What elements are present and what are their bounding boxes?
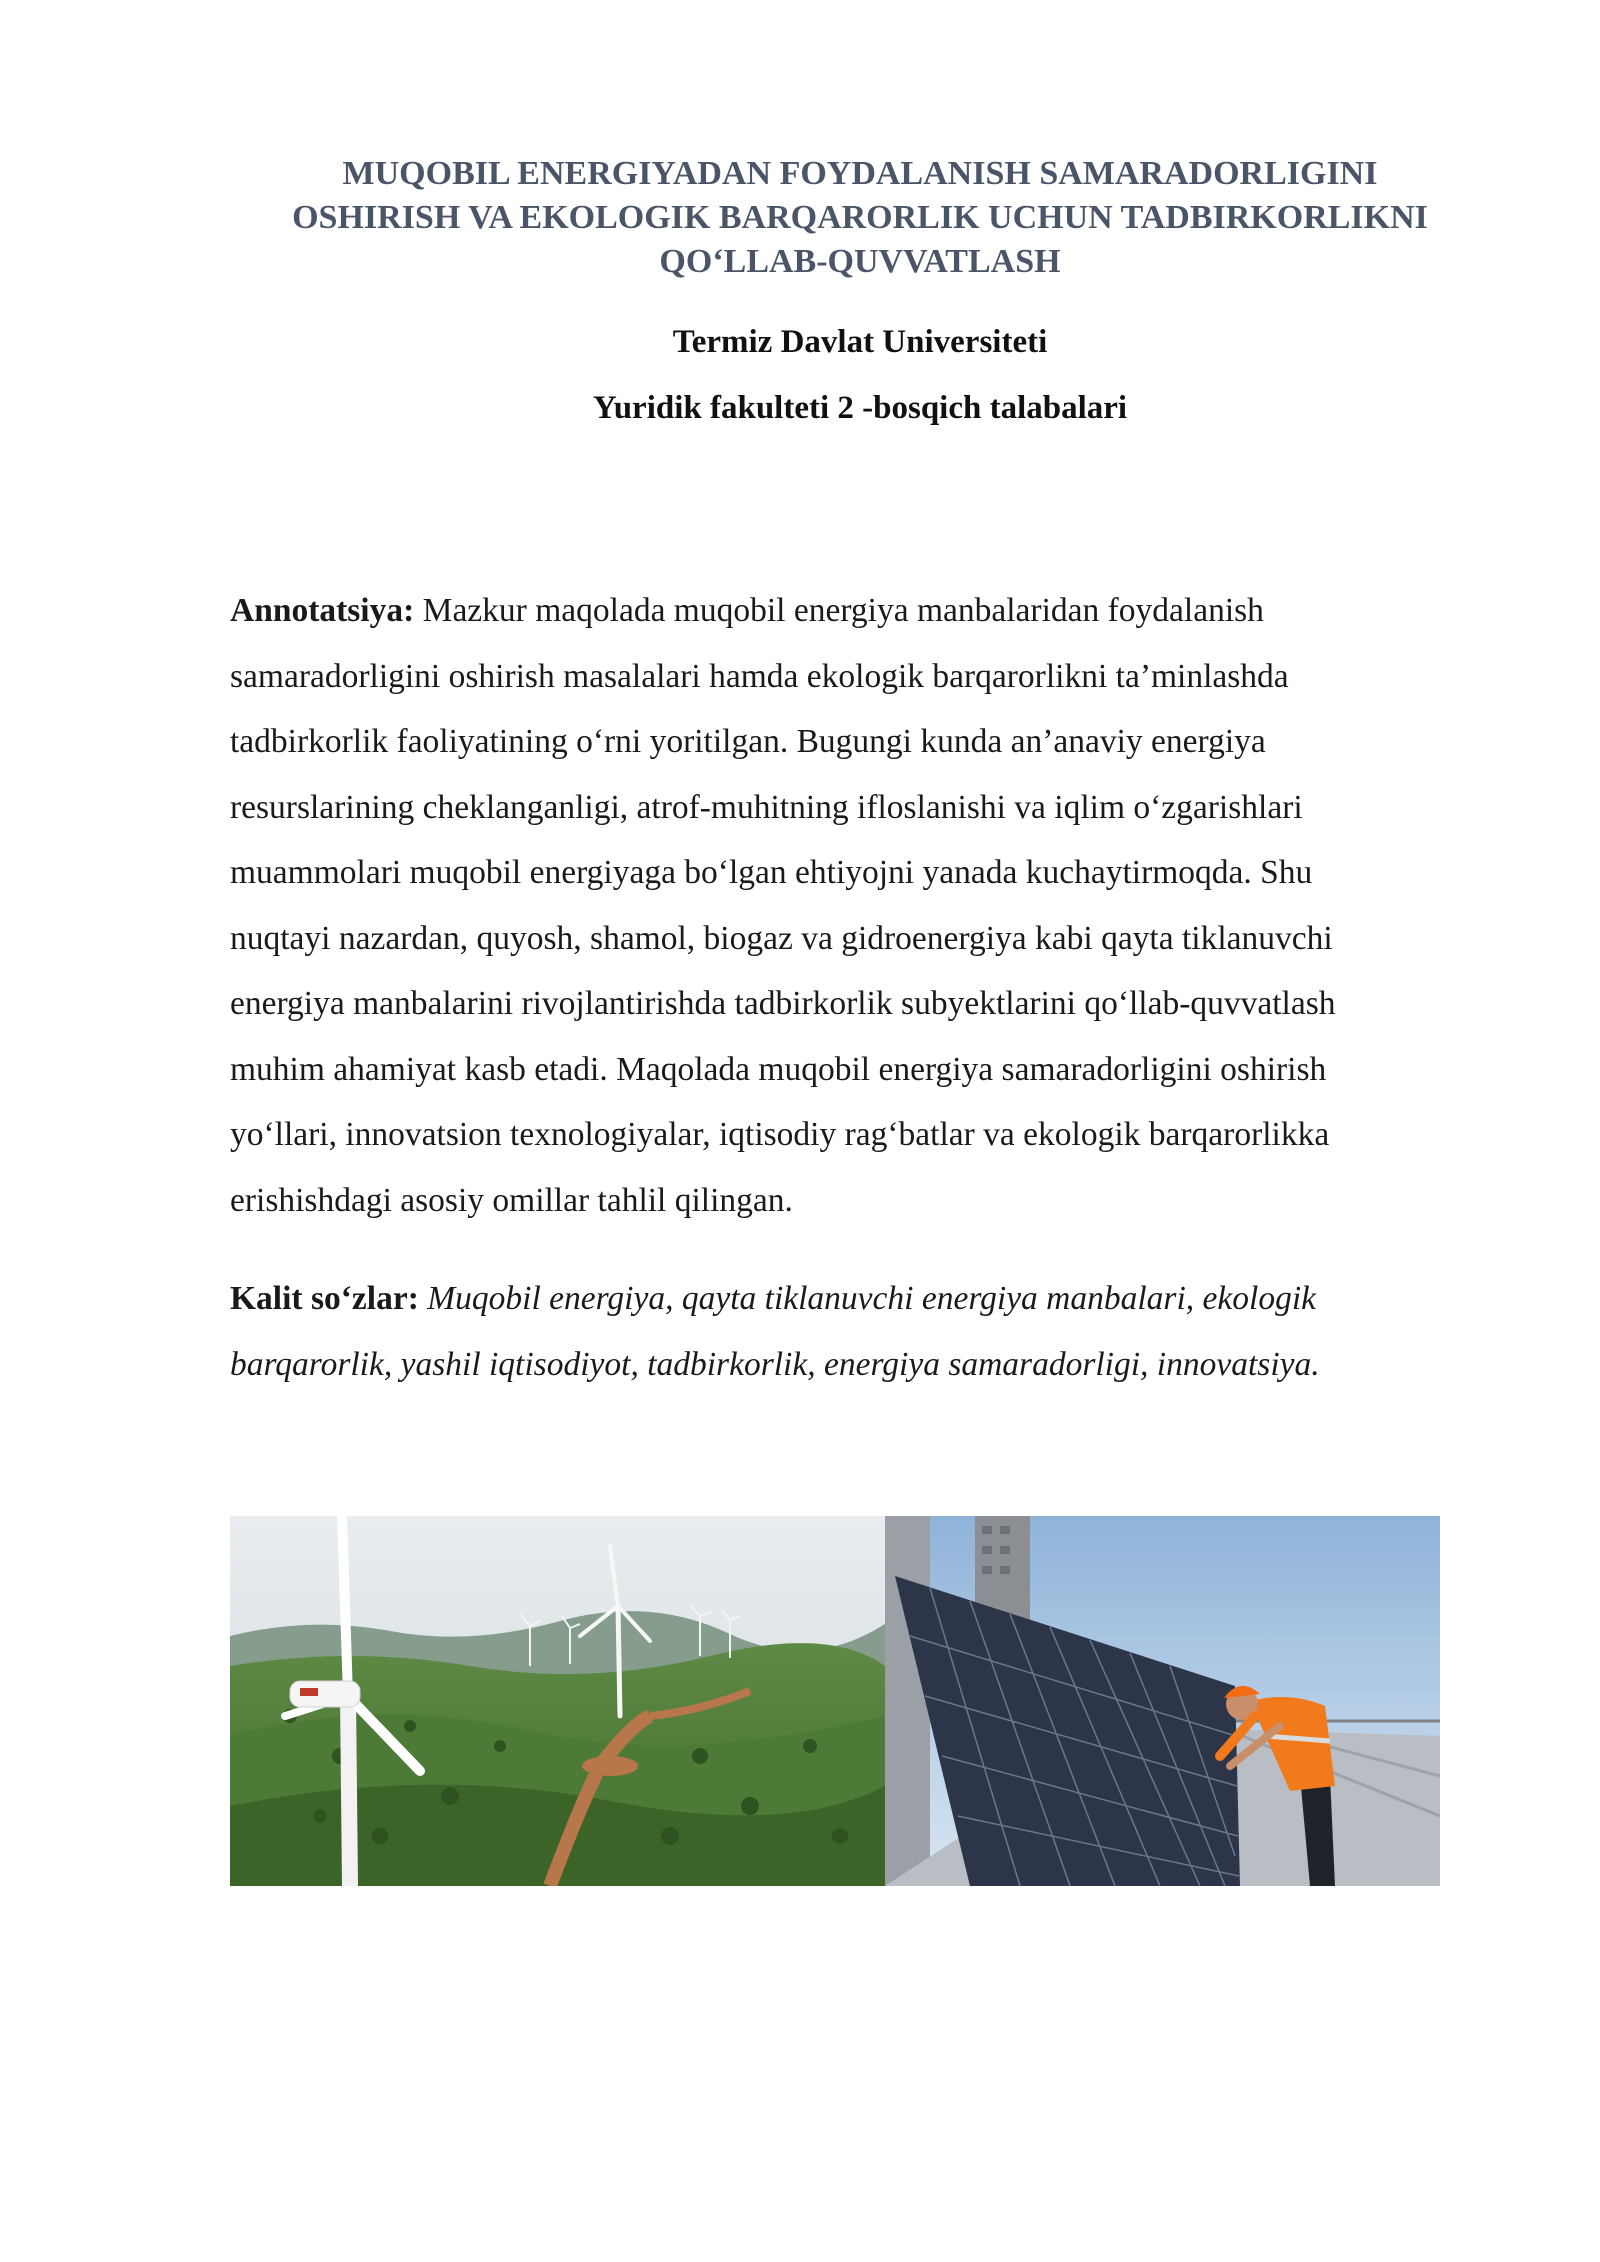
abstract-line: samaradorligini oshirish masalalari hamda ekologik barqarorlikni ta’minlashda <box>230 657 1289 695</box>
keywords-section <box>230 1266 1500 1397</box>
abstract-line: yo‘llari, innovatsion texnologiyalar, iqtisodiy rag‘batlar va ekologik barqarorlikka <box>230 1116 1330 1153</box>
paper-title <box>200 152 1520 284</box>
abstract-line: erishishdagi asosiy omillar tahlil qilingan. <box>230 1181 793 1219</box>
abstract-label: Annotatsiya: <box>230 592 415 629</box>
abstract-text: Mazkur maqolada muqobil energiya manbalaridan foydalanish <box>414 592 1264 629</box>
title-line-1: MUQOBIL ENERGIYADAN FOYDALANISH SAMARADORLIGINI <box>342 155 1378 192</box>
abstract-line: resurslarining cheklanganligi, atrof-muhitning ifloslanishi va iqlim o‘zgarishlari <box>230 788 1303 826</box>
abstract-line: tadbirkorlik faoliyatining o‘rni yoritilgan. Bugungi kunda an’anaviy energiya <box>230 723 1266 760</box>
university-name: Termiz Davlat Universiteti <box>672 324 1048 360</box>
abstract-line: energiya manbalarini rivojlantirishda tadbirkorlik subyektlarini qo‘llab-quvvatlash <box>230 985 1336 1022</box>
abstract-line: muhim ahamiyat kasb etadi. Maqolada muqobil energiya samaradorligini oshirish <box>230 1050 1327 1088</box>
solar-panel-worker-icon <box>885 1516 1440 1886</box>
abstract-line <box>230 578 1500 644</box>
keywords-line <box>230 1266 1500 1332</box>
abstract-line: muammolari muqobil energiyaga bo‘lgan ehtiyojni yanada kuchaytirmoqda. Shu <box>230 854 1313 891</box>
keywords-line: barqarorlik, yashil iqtisodiyot, tadbirkorlik, energiya samaradorligi, innovatsiya. <box>230 1345 1320 1383</box>
energy-figure <box>230 1516 1440 1886</box>
title-line-2: OSHIRISH VA EKOLOGIK BARQARORLIK UCHUN TADBIRKORLIKNI <box>292 199 1428 236</box>
faculty-line: Yuridik fakulteti 2 -bosqich talabalari <box>592 390 1128 426</box>
title-line-3: QO‘LLAB-QUVVATLASH <box>659 243 1061 280</box>
abstract-line: nuqtayi nazardan, quyosh, shamol, biogaz va gidroenergiya kabi qayta tiklanuvchi <box>230 919 1333 957</box>
wind-turbines-landscape-icon <box>230 1516 885 1886</box>
abstract-section <box>230 578 1500 1233</box>
keywords-label: Kalit so‘zlar: <box>230 1280 419 1317</box>
keywords-text: Muqobil energiya, qayta tiklanuvchi energiya manbalari, ekologik <box>418 1280 1316 1317</box>
